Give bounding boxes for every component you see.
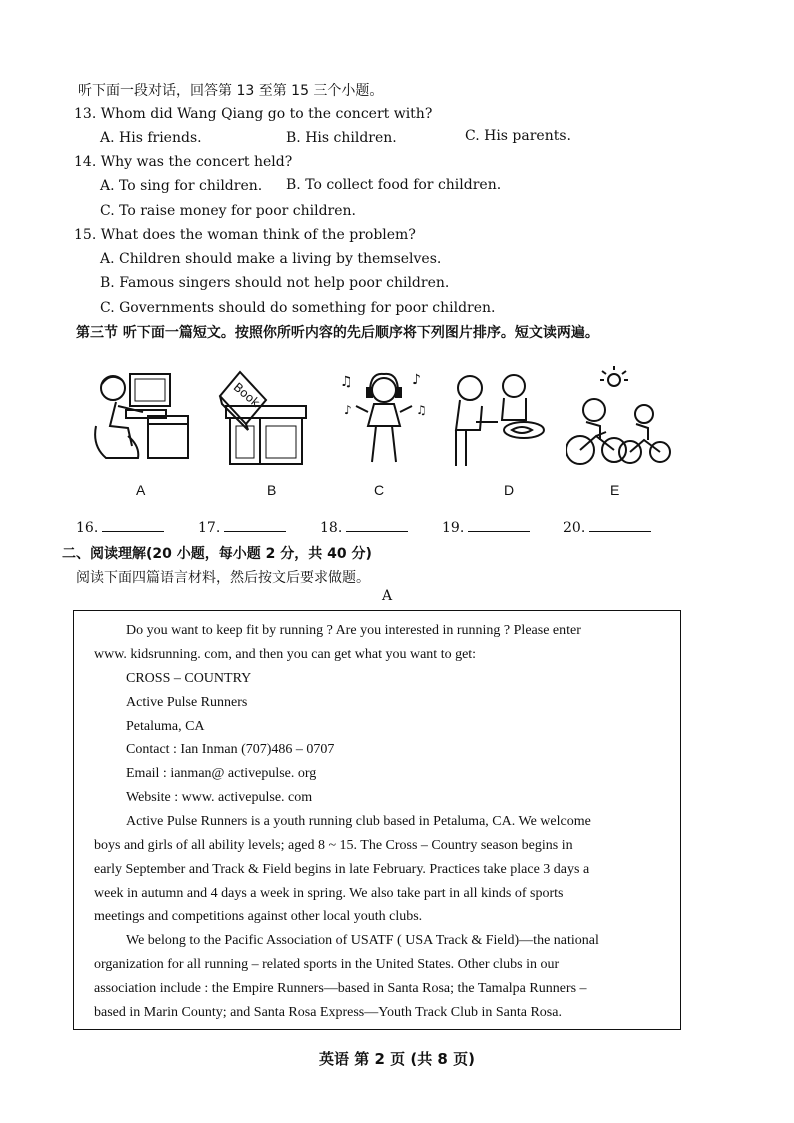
passage-line: boys and girls of all ability levels; aged 8 ~ 15. The Cross – Country season begins in: [94, 838, 573, 853]
book-on-desk-icon: [210, 366, 315, 471]
q13-option-a: A. His friends.: [100, 130, 202, 146]
page-footer: 英语 第 2 页 (共 8 页): [319, 1050, 475, 1068]
q14-option-c: C. To raise money for poor children.: [100, 203, 356, 219]
family-dinner-icon: [446, 366, 551, 471]
passage-line: www. kidsrunning. com, and then you can get what you want to get:: [94, 647, 477, 662]
passage-line: Do you want to keep fit by running ? Are you interested in running ? Please enter: [126, 623, 581, 638]
passage-line: Email : ianman@ activepulse. org: [126, 766, 317, 781]
picture-label-e: E: [610, 482, 620, 498]
question-14: 14. Why was the concert held?: [74, 154, 293, 170]
computer-user-icon: [88, 366, 193, 471]
passage-line: Contact : Ian Inman (707)486 – 0707: [126, 742, 335, 757]
q15-option-a: A. Children should make a living by themselves.: [100, 251, 442, 267]
passage-line: based in Marin County; and Santa Rosa Express—Youth Track Club in Santa Rosa.: [94, 1005, 562, 1020]
svg-text:♫: ♫: [340, 374, 353, 390]
q13-option-b: B. His children.: [286, 130, 397, 146]
picture-label-c: C: [374, 482, 385, 498]
blank-number: 16.: [76, 520, 99, 536]
passage-line: Active Pulse Runners: [126, 695, 248, 710]
q14-option-b: B. To collect food for children.: [286, 177, 502, 193]
passage-line: Petaluma, CA: [126, 719, 205, 734]
svg-text:♪: ♪: [344, 403, 352, 417]
dialog-instruction: 听下面一段对话，回答第 13 至第 15 三个小题。: [78, 83, 384, 99]
blank-number: 18.: [320, 520, 343, 536]
passage-label: A: [382, 588, 393, 604]
q15-option-b: B. Famous singers should not help poor children.: [100, 275, 450, 291]
passage-line: Website : www. activepulse. com: [126, 790, 313, 805]
kids-cycling-icon: [566, 366, 671, 471]
passage-line: meetings and competitions against other local youth clubs.: [94, 909, 423, 924]
picture-label-d: D: [504, 482, 515, 498]
passage-line: We belong to the Pacific Association of USATF ( USA Track & Field)—the national: [126, 933, 599, 948]
blank-number: 20.: [563, 520, 586, 536]
blank-number: 19.: [442, 520, 465, 536]
answer-blank-16[interactable]: [76, 519, 164, 536]
reading-instruction: 阅读下面四篇语言材料，然后按文后要求做题。: [76, 570, 370, 586]
answer-blank-20[interactable]: [563, 519, 651, 536]
svg-text:♫: ♫: [416, 403, 427, 417]
question-13: 13. Whom did Wang Qiang go to the concert with?: [74, 106, 433, 122]
q14-option-a: A. To sing for children.: [100, 178, 263, 194]
passage-line: association include : the Empire Runners—based in Santa Rosa; the Tamalpa Runners –: [94, 981, 587, 996]
blank-number: 17.: [198, 520, 221, 536]
book-cover-text: Book: [230, 379, 263, 410]
question-15: 15. What does the woman think of the problem?: [74, 227, 416, 243]
svg-text:♪: ♪: [412, 372, 421, 388]
answer-blank-19[interactable]: [442, 519, 530, 536]
girl-with-headphones-icon: [332, 366, 437, 471]
passage-line: CROSS – COUNTRY: [126, 671, 252, 686]
answer-blank-17[interactable]: [198, 519, 286, 536]
section3-instruction: 第三节 听下面一篇短文。按照你所听内容的先后顺序将下列图片排序。短文读两遍。: [76, 325, 599, 341]
passage-line: Active Pulse Runners is a youth running club based in Petaluma, CA. We welcome: [126, 814, 591, 829]
reading-part-title: 二、阅读理解(20 小题，每小题 2 分，共 40 分): [62, 546, 372, 562]
q15-option-c: C. Governments should do something for poor children.: [100, 300, 496, 316]
passage-line: week in autumn and 4 days a week in spring. We also take part in all kinds of sports: [94, 886, 564, 901]
picture-label-a: A: [136, 482, 146, 498]
answer-blank-18[interactable]: [320, 519, 408, 536]
picture-label-b: B: [267, 482, 277, 498]
q13-option-c: C. His parents.: [465, 128, 571, 144]
passage-line: organization for all running – related sports in the United States. Other clubs in our: [94, 957, 560, 972]
passage-line: early September and Track & Field begins in late February. Practices take place 3 days a: [94, 862, 590, 877]
